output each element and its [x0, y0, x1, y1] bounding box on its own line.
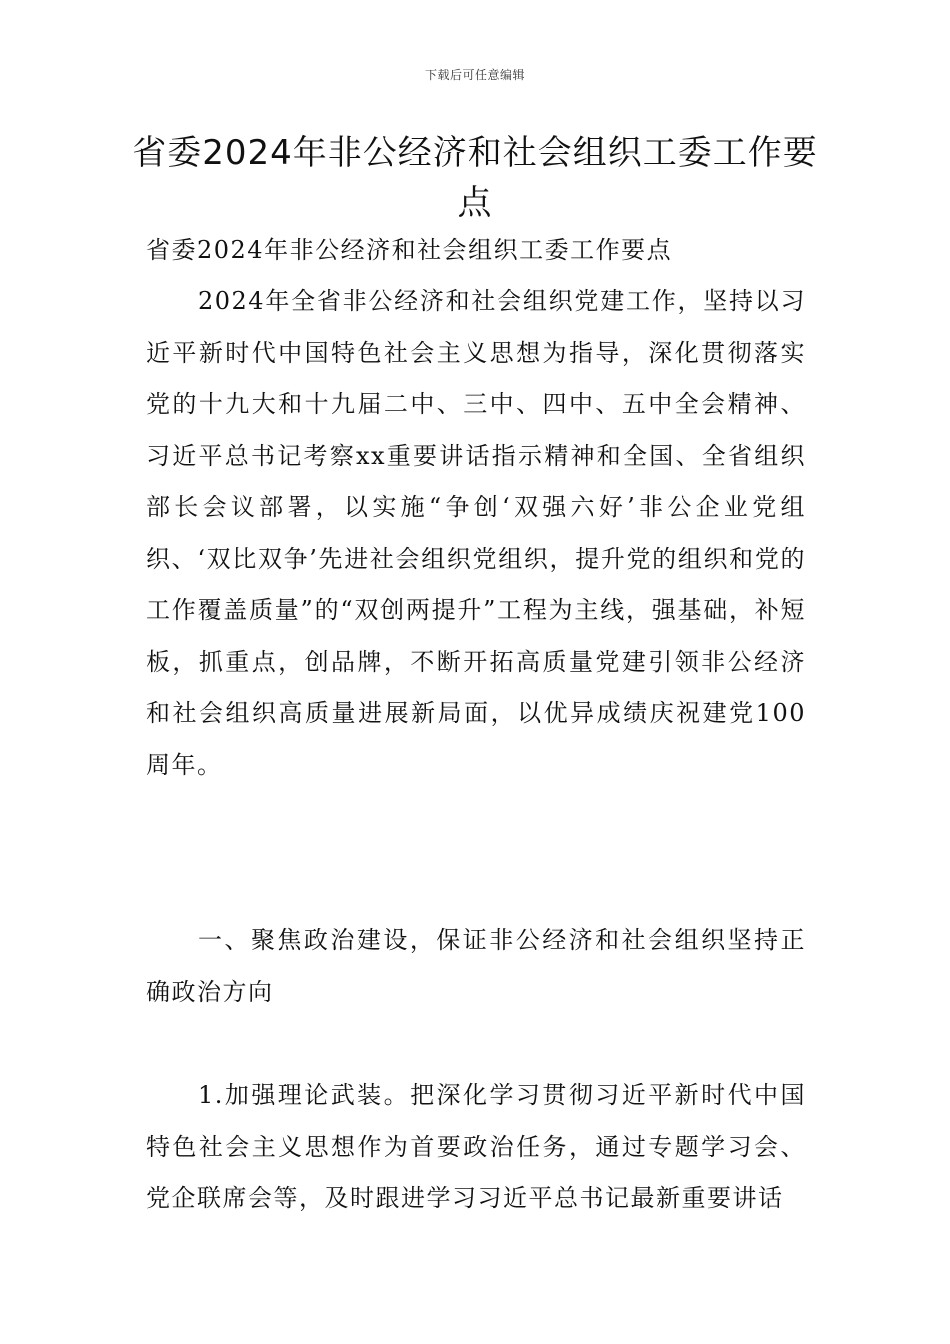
document-subtitle: 省委2024年非公经济和社会组织工委工作要点	[146, 236, 673, 264]
section-heading-1: 一、聚焦政治建设，保证非公经济和社会组织坚持正确政治方向	[146, 926, 806, 1006]
intro-paragraph: 2024年全省非公经济和社会组织党建工作，坚持以习近平新时代中国特色社会主义思想为指导，深化贯彻落实党的十九大和十九届二中、三中、四中、五中全会精神、习近平总书记考察xx重要讲话指示精神和全国、全省组织部长会议部署，以实施“争创‘双强六好’非公企业党组织、‘双比双争’先进社会组织党组织，提升党的组织和党的工作覆盖质量”的“双创两提升”工程为主线，强基础，补短板，抓重点，创品牌，不断开拓高质量党建引领非公经济和社会组织高质量进展新局面，以优异成绩庆祝建党100周年。	[146, 287, 806, 779]
header-note: 下载后可任意编辑	[424, 68, 525, 82]
document-title: 省委2024年非公经济和社会组织工委工作要点	[132, 133, 818, 223]
list-item-1: 1.加强理论武装。把深化学习贯彻习近平新时代中国特色社会主义思想作为首要政治任务，通过专题学习会、党企联席会等，及时跟进学习习近平总书记最新重要讲话	[146, 1081, 806, 1212]
